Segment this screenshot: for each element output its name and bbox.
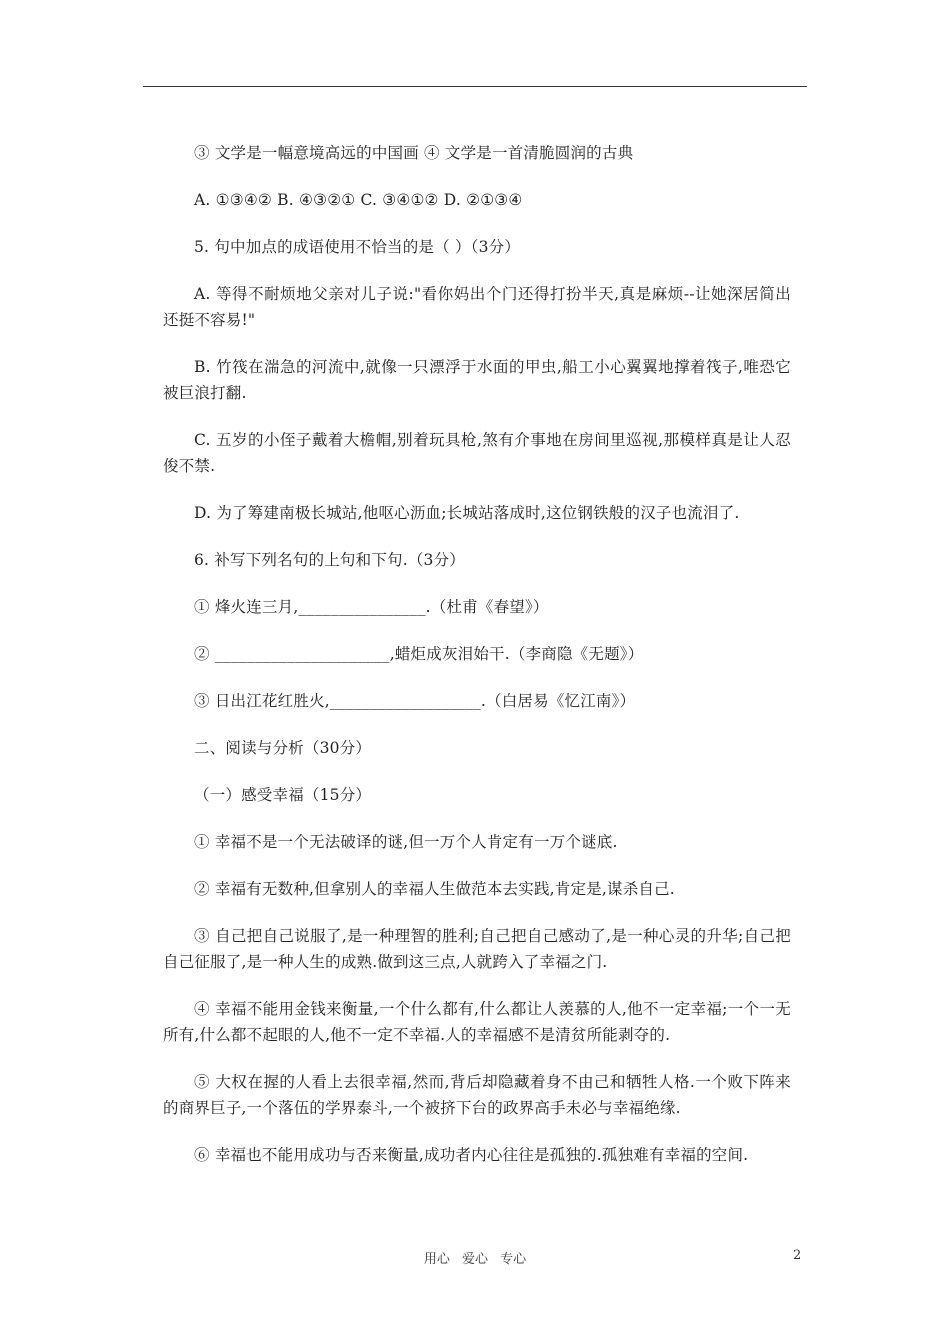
paragraph-16: ③ 自己把自己说服了,是一种理智的胜利;自己把自己感动了,是一种心灵的升华;自己把自己征服了,是一种人生的成熟.做到这三点,人就跨入了幸福之门.	[163, 927, 791, 971]
paragraph-14: ① 幸福不是一个无法破译的谜,但一万个人肯定有一万个谜底.	[194, 833, 618, 851]
paragraph-1: ③ 文学是一幅意境高远的中国画 ④ 文学是一首清脆圆润的古典	[194, 144, 634, 162]
paragraph-19: ⑥ 幸福也不能用成功与否来衡量,成功者内心往往是孤独的.孤独难有幸福的空间.	[194, 1146, 749, 1164]
paragraph-4: A. 等得不耐烦地父亲对儿子说:"看你妈出个门还得打扮半天,真是麻烦--让她深居简出还挺不容易!"	[163, 285, 791, 329]
paragraph-13: （一）感受幸福（15分）	[194, 786, 372, 804]
paragraph-10: ② ______________________,蜡炬成灰泪始干.（李商隐《无题》）	[194, 645, 644, 663]
paragraph-17: ④ 幸福不能用金钱来衡量,一个什么都有,什么都让人羡慕的人,他不一定幸福;一个一无所有,什么都不起眼的人,他不一定不幸福.人的幸福感不是清贫所能剥夺的.	[163, 1000, 791, 1044]
paragraph-7: D. 为了筹建南极长城站,他呕心沥血;长城站落成时,这位钢铁般的汉子也流泪了.	[194, 504, 740, 522]
page-number: 2	[793, 1248, 802, 1263]
paragraph-3: 5. 句中加点的成语使用不恰当的是（ ）（3分）	[194, 238, 521, 256]
paragraph-11: ③ 日出江花红胜火,___________________.（白居易《忆江南》）	[194, 692, 636, 710]
paragraph-5: B. 竹筏在湍急的河流中,就像一只漂浮于水面的甲虫,船工小心翼翼地撑着筏子,唯恐它被巨浪打翻.	[163, 358, 791, 402]
paragraph-12: 二、阅读与分析（30分）	[194, 739, 372, 757]
footer-motto: 用心 爱心 专心	[423, 1252, 527, 1267]
header-rule	[143, 86, 807, 87]
paragraph-18: ⑤ 大权在握的人看上去很幸福,然而,背后却隐藏着身不由己和牺牲人格.一个败下阵来的商界巨子,一个落伍的学界泰斗,一个被挤下台的政界高手未必与幸福绝缘.	[163, 1073, 791, 1117]
paragraph-15: ② 幸福有无数种,但拿别人的幸福人生做范本去实践,肯定是,谋杀自己.	[194, 880, 675, 898]
paragraph-8: 6. 补写下列名句的上句和下句.（3分）	[194, 551, 466, 569]
paragraph-9: ① 烽火连三月,________________.（杜甫《春望》）	[194, 598, 549, 616]
document-body	[163, 140, 791, 1168]
paragraph-6: C. 五岁的小侄子戴着大檐帽,别着玩具枪,煞有介事地在房间里巡视,那模样真是让人忍俊不禁.	[163, 431, 791, 475]
paragraph-2: A. ①③④② B. ④③②① C. ③④①② D. ②①③④	[194, 191, 523, 209]
